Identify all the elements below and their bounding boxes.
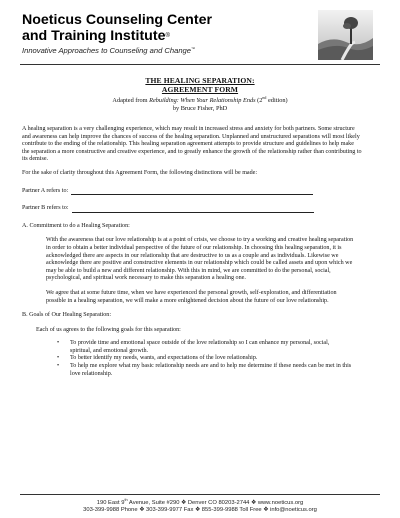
form-title-line2: AGREEMENT FORM: [161, 85, 239, 94]
section-b-content: [22, 327, 362, 335]
bullet-icon: •: [57, 355, 60, 362]
partner-b-label: Partner B refers to:: [22, 205, 69, 212]
trademark-mark: ™: [191, 46, 196, 51]
section-b-heading: B. Goals of Our Healing Separation:: [22, 312, 112, 319]
form-title-line1: THE HEALING SEPARATION:: [145, 76, 255, 85]
section-a-heading: A. Commitment to do a Healing Separation:: [22, 222, 130, 229]
section-a-content: [22, 237, 362, 305]
author-line: by Bruce Fisher, PhD: [172, 105, 228, 113]
footer-address-sup: th: [124, 498, 128, 502]
org-name-line1: Noeticus Counseling Center: [22, 12, 212, 28]
edition-open: (2: [255, 97, 263, 105]
road-landscape-logo-icon: [318, 10, 373, 60]
section-a-paragraph-1: With the awareness that our love relationship is at a point of crisis, we choose to try a working and creative healing separation in order to obtain a better individual perspective of the future of our relationship. In choosing this healing separation, it is acknowledged there are aspects in our relationship that are destructive to us as a couple and as individuals. Likewise we acknowledge there are positive and constructive elements in our relationship which could be called assets and upon which we may be able to build a new and different relationship. With this in mind, we are committed to do the personal, social, psychological, and spiritual work necessary to make this separation a healing one.: [46, 237, 354, 282]
edition-sup: nd: [262, 95, 267, 100]
form-title-block: [30, 76, 370, 113]
partner-a-field[interactable]: [71, 188, 313, 195]
footer-address-line: [10, 497, 390, 507]
intro-paragraph: A healing separation is a very challenging experience, which may result in increased stress and anxiety for both partners. Some structure and awareness can help improve the chances of success of the healing separation. Unplanned and unstructured separations will most likely contribute to the ending of the relationship. This healing separation agreement attempts to provide structure and guidelines to help make the separation a more constructive and creative experience, and to greatly enhance the growth of the relationship rather than contributing to its demise.: [22, 126, 362, 163]
clarity-paragraph: For the sake of clarity throughout this Agreement Form, the following distinctions will be made:: [22, 169, 258, 176]
registered-mark: ®: [165, 33, 170, 39]
footer: [10, 497, 390, 515]
list-item: [22, 355, 362, 363]
section-a-paragraph-2: We agree that at some future time, when we have experienced the personal growth, self-exploration, and differentiation possible in a healing separation, we will make a more enlightened decision about the future of our love relationship.: [46, 289, 337, 304]
book-title: Rebuilding: When Your Relationship Ends: [149, 97, 256, 105]
tagline: [22, 46, 302, 55]
list-item: [22, 363, 362, 378]
partner-a-label: Partner A refers to:: [22, 187, 69, 194]
goal-text: To better identify my needs, wants, and expectations of the love relationship.: [70, 355, 258, 362]
edition-close: edition): [266, 97, 288, 105]
tagline-text: Innovative Approaches to Counseling and Change: [22, 46, 192, 55]
footer-address-pre: 190 East 9: [96, 499, 125, 506]
org-name-line2: and Training Institute: [22, 28, 166, 44]
goals-list: [22, 340, 362, 378]
goal-text: To help me explore what my basic relationship needs are and to help me determine if these needs can be met in this love relationship.: [70, 363, 352, 377]
bullet-icon: •: [57, 340, 60, 347]
adapted-prefix: Adapted from: [112, 97, 150, 105]
goal-text: To provide time and emotional space outside of the love relationship so I can enhance my personal, social, spiritual, and emotional growth.: [70, 340, 330, 354]
footer-address-post: Avenue, Suite #290 ❖ Denver CO 80203-2744 ❖ www.noeticus.org: [127, 499, 304, 506]
partner-b-row: [22, 205, 362, 213]
adapted-from-line: [30, 94, 370, 105]
bullet-icon: •: [57, 363, 60, 370]
footer-divider: [20, 494, 380, 495]
header-divider: [20, 64, 380, 65]
partner-a-row: [22, 188, 362, 196]
partner-b-field[interactable]: [72, 206, 314, 213]
form-body: [22, 126, 362, 378]
section-b-intro: Each of us agrees to the following goals for this separation:: [36, 326, 181, 333]
list-item: [22, 340, 362, 355]
organization-name: [22, 12, 312, 44]
footer-contact-line: 303-399-9988 Phone ❖ 303-399-9977 Fax ❖ 855-399-9988 Toll Free ❖ info@noeticus.org: [83, 507, 317, 514]
